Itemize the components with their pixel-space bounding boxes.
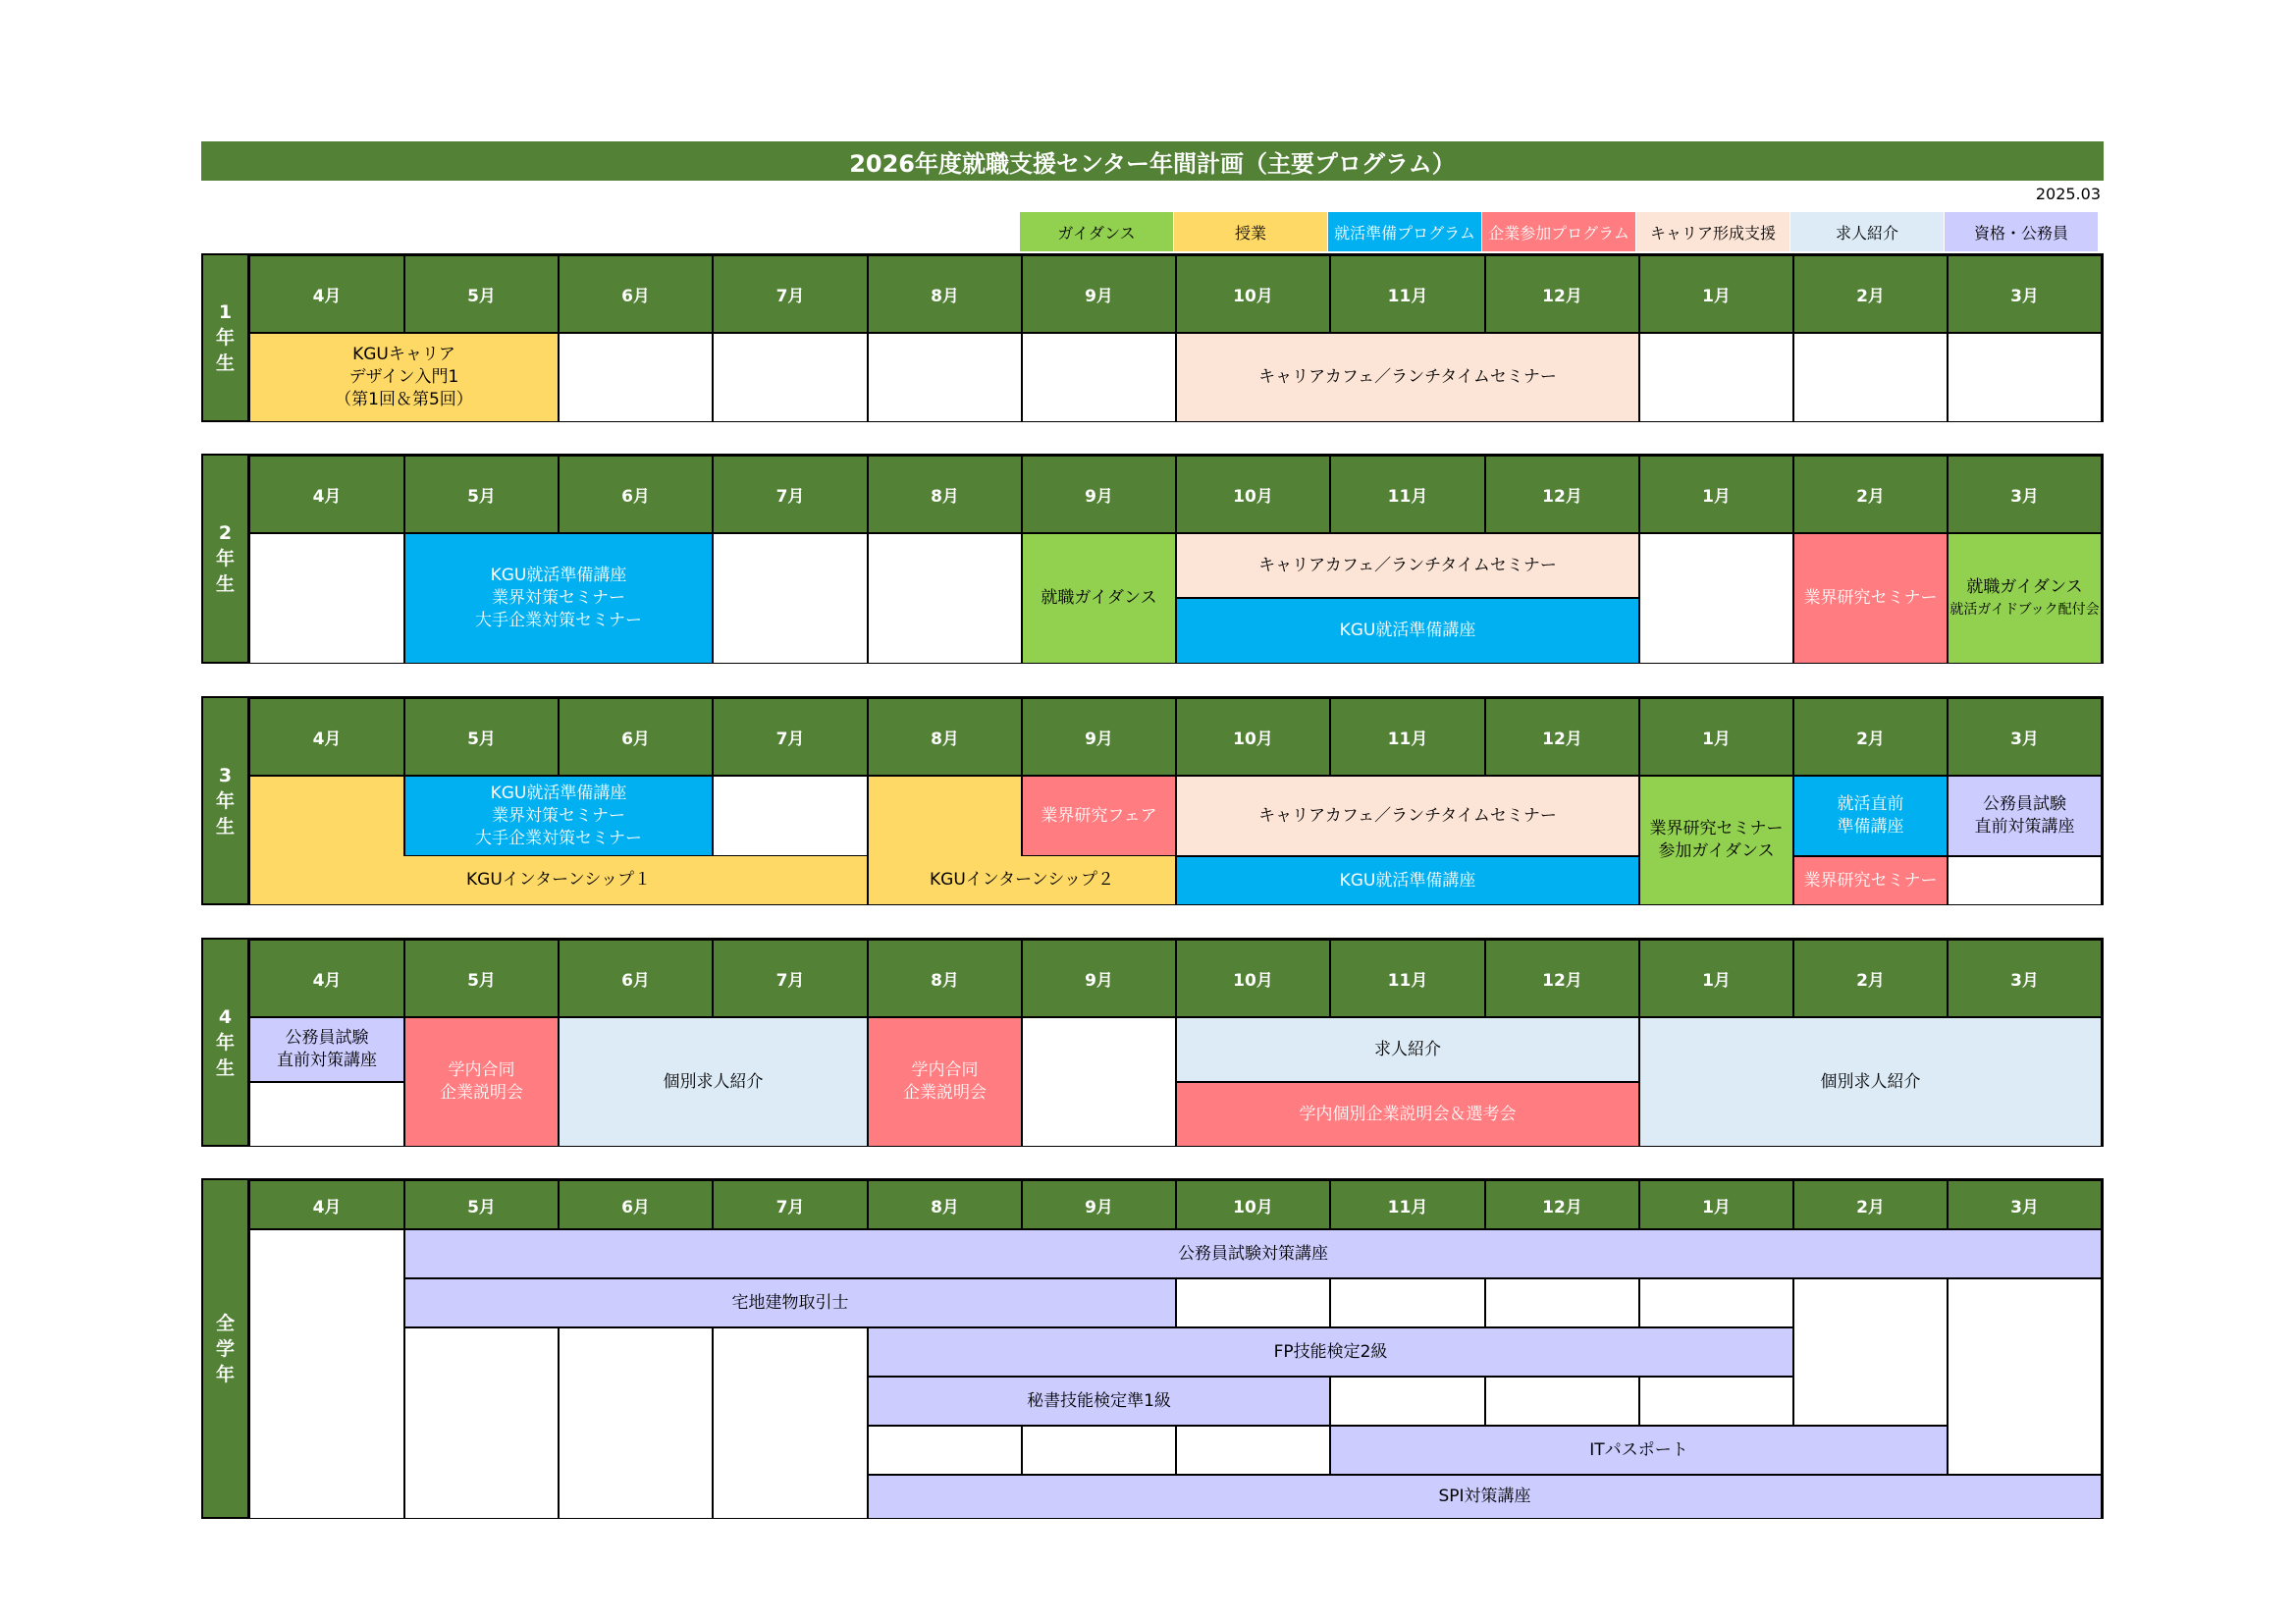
- month-header-cell: 1月: [1639, 456, 1793, 533]
- empty-cell: [559, 1327, 713, 1519]
- month-header-cell: 4月: [249, 1180, 404, 1229]
- legend-job-intro: 求人紹介: [1790, 212, 1944, 251]
- month-header-cell: 6月: [559, 255, 713, 333]
- month-header-cell: 12月: [1485, 255, 1639, 333]
- guidance-title: 就職ガイダンス: [1966, 576, 2083, 597]
- month-header-cell: 7月: [713, 698, 868, 776]
- month-header-cell: 12月: [1485, 940, 1639, 1017]
- empty-cell: [713, 1327, 868, 1519]
- program-internship2-top: [868, 776, 1022, 856]
- empty-cell: [1639, 1278, 1793, 1327]
- month-header-cell: 3月: [1948, 456, 2102, 533]
- program-spi: SPI対策講座: [868, 1475, 2102, 1519]
- empty-cell: [1948, 1278, 2102, 1475]
- month-header-cell: 8月: [868, 456, 1022, 533]
- month-header-cell: 7月: [713, 255, 868, 333]
- month-header-cell: 2月: [1793, 255, 1948, 333]
- program-civil-course: 公務員試験対策講座: [404, 1229, 2102, 1278]
- empty-cell: [713, 776, 868, 856]
- section-year3: [201, 696, 2104, 905]
- legend-career: キャリア形成支援: [1636, 212, 1789, 251]
- empty-cell: [1639, 1377, 1793, 1426]
- month-header-cell: 10月: [1176, 698, 1330, 776]
- program-final-prep: 就活直前 準備講座: [1793, 776, 1948, 856]
- legend-company: 企業参加プログラム: [1482, 212, 1635, 251]
- month-header-cell: 11月: [1330, 255, 1485, 333]
- program-prep-course: KGU就活準備講座: [1176, 856, 1639, 905]
- empty-cell: [1330, 1377, 1485, 1426]
- month-header-cell: 7月: [713, 940, 868, 1017]
- empty-cell: [559, 333, 713, 422]
- empty-cell: [868, 333, 1022, 422]
- empty-cell: [713, 333, 868, 422]
- month-header-cell: 3月: [1948, 940, 2102, 1017]
- empty-cell: [1639, 333, 1793, 422]
- month-header-cell: 12月: [1485, 456, 1639, 533]
- month-header-cell: 3月: [1948, 1180, 2102, 1229]
- month-header-cell: 9月: [1022, 456, 1176, 533]
- revision-date: 2025.03: [2035, 185, 2101, 203]
- month-header-cell: 7月: [713, 1180, 868, 1229]
- empty-cell: [249, 1229, 404, 1519]
- month-header-cell: 9月: [1022, 698, 1176, 776]
- program-internship1-top: [249, 776, 404, 856]
- month-header-cell: 11月: [1330, 698, 1485, 776]
- program-individual-jobs: 個別求人紹介: [559, 1017, 868, 1147]
- empty-cell: [868, 1426, 1022, 1475]
- month-header-cell: 9月: [1022, 940, 1176, 1017]
- empty-cell: [1639, 533, 1793, 664]
- program-industry-seminar: 業界研究セミナー: [1793, 856, 1948, 905]
- program-individual-briefing: 学内個別企業説明会＆選考会: [1176, 1082, 1639, 1147]
- program-internship1: KGUインターンシップ１: [249, 856, 868, 905]
- empty-cell: [1793, 333, 1948, 422]
- program-joint-briefing: 学内合同 企業説明会: [868, 1017, 1022, 1147]
- month-header-cell: 1月: [1639, 1180, 1793, 1229]
- month-header-cell: 5月: [404, 456, 559, 533]
- section-year2: [201, 454, 2104, 664]
- program-internship2: KGUインターンシップ２: [868, 856, 1176, 905]
- program-secretary: 秘書技能検定準1級: [868, 1377, 1330, 1426]
- empty-cell: [868, 533, 1022, 664]
- empty-cell: [1485, 1377, 1639, 1426]
- month-header-cell: 2月: [1793, 456, 1948, 533]
- month-header-cell: 6月: [559, 940, 713, 1017]
- month-header-cell: 8月: [868, 940, 1022, 1017]
- year-label: 1 年 生: [203, 255, 249, 420]
- year-label: 4 年 生: [203, 940, 249, 1145]
- program-prep-course: KGU就活準備講座: [1176, 598, 1639, 664]
- program-job-intro: 求人紹介: [1176, 1017, 1639, 1082]
- empty-cell: [1330, 1278, 1485, 1327]
- month-header-cell: 5月: [404, 255, 559, 333]
- empty-cell: [1948, 333, 2102, 422]
- program-prep-combo: KGU就活準備講座 業界対策セミナー 大手企業対策セミナー: [404, 533, 713, 664]
- month-header-cell: 9月: [1022, 255, 1176, 333]
- month-header-cell: 11月: [1330, 456, 1485, 533]
- month-header-cell: 2月: [1793, 698, 1948, 776]
- month-header-cell: 10月: [1176, 255, 1330, 333]
- program-real-estate: 宅地建物取引士: [404, 1278, 1176, 1327]
- page-title: 2026年度就職支援センター年間計画（主要プログラム）: [201, 141, 2104, 181]
- legend-class: 授業: [1174, 212, 1327, 251]
- month-header-cell: 8月: [868, 698, 1022, 776]
- empty-cell: [1793, 1278, 1948, 1426]
- empty-cell: [1176, 1426, 1330, 1475]
- program-job-guidance-book: [1948, 533, 2102, 664]
- month-header-cell: 4月: [249, 456, 404, 533]
- month-header-cell: 5月: [404, 940, 559, 1017]
- month-header-cell: 2月: [1793, 1180, 1948, 1229]
- month-header-cell: 10月: [1176, 1180, 1330, 1229]
- year-label: 3 年 生: [203, 698, 249, 903]
- empty-cell: [249, 533, 404, 664]
- program-industry-fair: 業界研究フェア: [1022, 776, 1176, 856]
- month-header-cell: 9月: [1022, 1180, 1176, 1229]
- month-header-cell: 4月: [249, 940, 404, 1017]
- month-header-cell: 8月: [868, 255, 1022, 333]
- program-joint-briefing: 学内合同 企業説明会: [404, 1017, 559, 1147]
- month-header-cell: 5月: [404, 698, 559, 776]
- empty-cell: [1022, 1017, 1176, 1147]
- empty-cell: [1022, 1426, 1176, 1475]
- section-year1: [201, 253, 2104, 422]
- month-header-cell: 7月: [713, 456, 868, 533]
- year-label: 2 年 生: [203, 456, 249, 662]
- legend-qualification: 資格・公務員: [1945, 212, 2098, 251]
- month-header-cell: 3月: [1948, 255, 2102, 333]
- empty-cell: [1176, 1278, 1330, 1327]
- program-industry-seminar-guidance: 業界研究セミナー 参加ガイダンス: [1639, 776, 1793, 905]
- month-header-cell: 4月: [249, 255, 404, 333]
- empty-cell: [1022, 333, 1176, 422]
- year-label: 全 学 年: [203, 1180, 249, 1517]
- program-career-cafe: キャリアカフェ／ランチタイムセミナー: [1176, 533, 1639, 598]
- month-header-cell: 1月: [1639, 698, 1793, 776]
- program-civil-exam-prep: 公務員試験 直前対策講座: [1948, 776, 2102, 856]
- month-header-cell: 1月: [1639, 255, 1793, 333]
- empty-cell: [1948, 856, 2102, 905]
- program-career-cafe: キャリアカフェ／ランチタイムセミナー: [1176, 333, 1639, 422]
- program-job-guidance: 就職ガイダンス: [1022, 533, 1176, 664]
- legend-job-prep: 就活準備プログラム: [1328, 212, 1481, 251]
- section-all-years: [201, 1178, 2104, 1519]
- program-fp: FP技能検定2級: [868, 1327, 1793, 1377]
- empty-cell: [713, 533, 868, 664]
- month-header-cell: 8月: [868, 1180, 1022, 1229]
- month-header-cell: 10月: [1176, 940, 1330, 1017]
- month-header-cell: 5月: [404, 1180, 559, 1229]
- guidance-subtitle: 就活ガイドブック配付会: [1949, 601, 2100, 618]
- program-it-passport: ITパスポート: [1330, 1426, 1948, 1475]
- month-header-cell: 6月: [559, 1180, 713, 1229]
- month-header-cell: 1月: [1639, 940, 1793, 1017]
- legend-guidance: ガイダンス: [1020, 212, 1173, 251]
- program-industry-seminar: 業界研究セミナー: [1793, 533, 1948, 664]
- month-header-cell: 10月: [1176, 456, 1330, 533]
- month-header-cell: 11月: [1330, 940, 1485, 1017]
- program-civil-exam-prep: 公務員試験 直前対策講座: [249, 1017, 404, 1082]
- month-header-cell: 6月: [559, 456, 713, 533]
- month-header-cell: 2月: [1793, 940, 1948, 1017]
- program-individual-jobs: 個別求人紹介: [1639, 1017, 2102, 1147]
- month-header-cell: 4月: [249, 698, 404, 776]
- month-header-cell: 12月: [1485, 698, 1639, 776]
- program-prep-combo: KGU就活準備講座 業界対策セミナー 大手企業対策セミナー: [404, 776, 713, 856]
- month-header-cell: 3月: [1948, 698, 2102, 776]
- empty-cell: [249, 1082, 404, 1147]
- section-year4: [201, 938, 2104, 1147]
- empty-cell: [404, 1327, 559, 1519]
- program-design-intro: KGUキャリア デザイン入門1 （第1回＆第5回）: [249, 333, 559, 422]
- empty-cell: [1485, 1278, 1639, 1327]
- month-header-cell: 6月: [559, 698, 713, 776]
- month-header-cell: 12月: [1485, 1180, 1639, 1229]
- program-career-cafe: キャリアカフェ／ランチタイムセミナー: [1176, 776, 1639, 856]
- month-header-cell: 11月: [1330, 1180, 1485, 1229]
